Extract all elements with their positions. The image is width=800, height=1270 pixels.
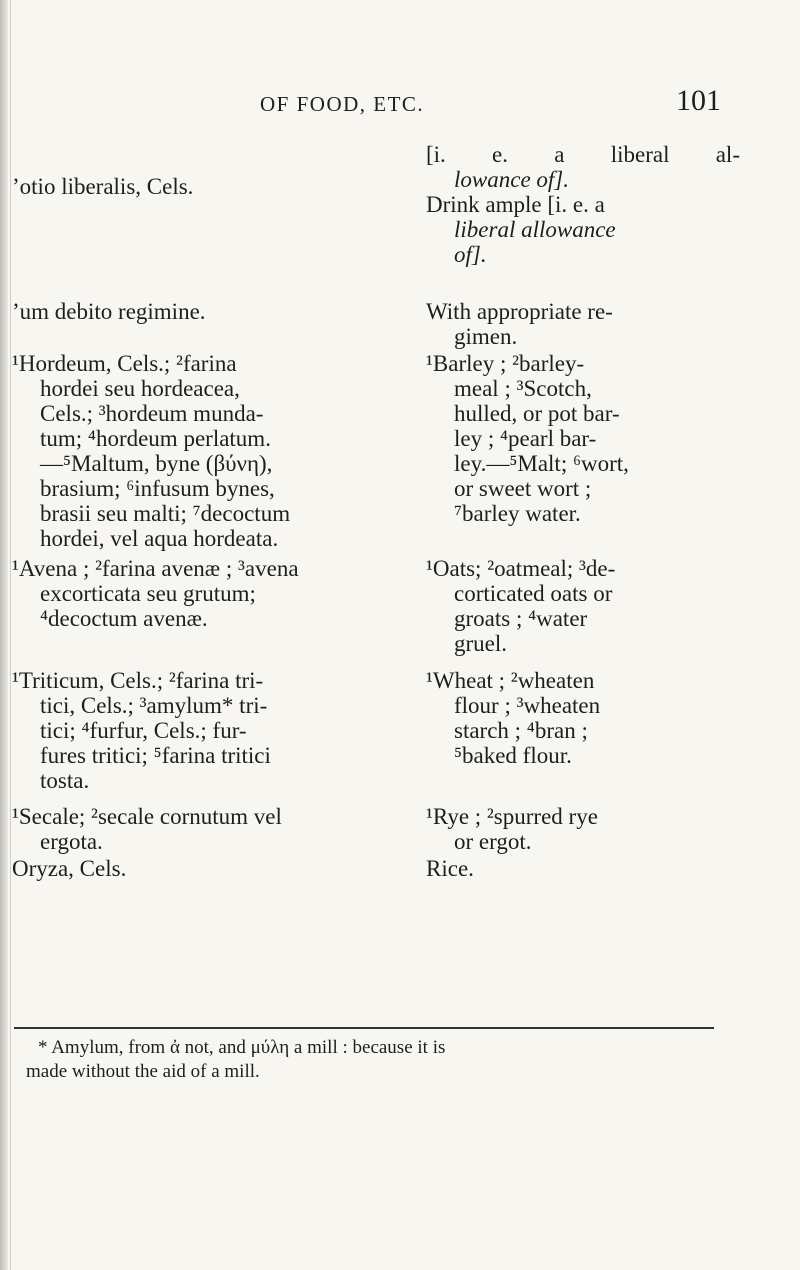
latin-line: hordei seu hordeacea, bbox=[40, 376, 240, 401]
english-line: groats ; ⁴water bbox=[454, 606, 588, 631]
english-line: ⁵baked flour. bbox=[454, 743, 572, 768]
english-line: hulled, or pot bar- bbox=[454, 401, 620, 426]
english-translation bbox=[426, 804, 740, 854]
english-line: corticated oats or bbox=[454, 581, 613, 606]
english-line: meal ; ³Scotch, bbox=[454, 376, 592, 401]
english-line: of]. bbox=[454, 242, 487, 267]
latin-term bbox=[12, 556, 420, 631]
english-line: ¹Oats; ²oatmeal; ³de- bbox=[426, 556, 616, 581]
latin-line: tici; ⁴furfur, Cels.; fur- bbox=[40, 718, 247, 743]
footnote bbox=[26, 1036, 746, 1084]
latin-line: ¹Secale; ²secale cornutum vel bbox=[12, 804, 282, 829]
latin-line: Oryza, Cels. bbox=[12, 856, 127, 881]
latin-line: —⁵Maltum, byne (βύνη), bbox=[40, 451, 273, 476]
page-binding-edge bbox=[0, 0, 8, 1270]
english-line: ⁷barley water. bbox=[454, 501, 581, 526]
english-line: Drink ample [i. e. a bbox=[426, 192, 605, 217]
english-line: gimen. bbox=[454, 324, 518, 349]
english-line: flour ; ³wheaten bbox=[454, 693, 601, 718]
english-line: or ergot. bbox=[454, 829, 532, 854]
latin-line: tosta. bbox=[40, 768, 90, 793]
latin-line: hordei, vel aqua hordeata. bbox=[40, 526, 279, 551]
english-line: ¹Wheat ; ²wheaten bbox=[426, 668, 595, 693]
latin-line: Cels.; ³hordeum munda- bbox=[40, 401, 264, 426]
english-line: ley ; ⁴pearl bar- bbox=[454, 426, 597, 451]
english-line: lowance of]. bbox=[454, 167, 569, 192]
english-translation bbox=[426, 142, 740, 267]
latin-term bbox=[12, 668, 420, 793]
english-line: starch ; ⁴bran ; bbox=[454, 718, 588, 743]
english-translation bbox=[426, 668, 740, 768]
latin-line: tum; ⁴hordeum perlatum. bbox=[40, 426, 271, 451]
page-number: 101 bbox=[676, 84, 721, 117]
latin-line: ¹Avena ; ²farina avenæ ; ³avena bbox=[12, 556, 299, 581]
latin-term bbox=[12, 299, 420, 324]
english-line: Rice. bbox=[426, 856, 474, 881]
latin-term bbox=[12, 174, 420, 199]
english-line: ¹Rye ; ²spurred rye bbox=[426, 804, 598, 829]
english-line: or sweet wort ; bbox=[454, 476, 592, 501]
latin-line: brasium; ⁶infusum bynes, bbox=[40, 476, 275, 501]
page-binding-line bbox=[10, 0, 11, 1270]
latin-line: ¹Triticum, Cels.; ²farina tri- bbox=[12, 668, 264, 693]
english-translation bbox=[426, 351, 740, 526]
english-translation bbox=[426, 299, 740, 349]
english-line: liberal allowance bbox=[454, 217, 616, 242]
english-line: With appropriate re- bbox=[426, 299, 613, 324]
latin-line: ’otio liberalis, Cels. bbox=[12, 174, 194, 199]
english-line: [i. e. a liberal al- bbox=[426, 142, 740, 167]
english-line: gruel. bbox=[454, 631, 508, 656]
footnote-line: made without the aid of a mill. bbox=[26, 1061, 260, 1082]
english-translation bbox=[426, 856, 740, 881]
latin-line: brasii seu malti; ⁷decoctum bbox=[40, 501, 291, 526]
footnote-rule bbox=[14, 1027, 714, 1029]
latin-line: tici, Cels.; ³amylum* tri- bbox=[40, 693, 268, 718]
latin-line: ⁴decoctum avenæ. bbox=[40, 606, 208, 631]
latin-line: ’um debito regimine. bbox=[12, 299, 206, 324]
footnote-line: * Amylum, from ἀ not, and μύλη a mill : because it is bbox=[38, 1037, 446, 1058]
latin-term bbox=[12, 804, 420, 854]
english-translation bbox=[426, 556, 740, 656]
english-line: ¹Barley ; ²barley- bbox=[426, 351, 585, 376]
running-title: OF FOOD, ETC. bbox=[260, 92, 425, 116]
latin-line: fures tritici; ⁵farina tritici bbox=[40, 743, 271, 768]
latin-line: ergota. bbox=[40, 829, 103, 854]
latin-term bbox=[12, 351, 420, 551]
latin-line: excorticata seu grutum; bbox=[40, 581, 256, 606]
english-line: ley.—⁵Malt; ⁶wort, bbox=[454, 451, 629, 476]
latin-line: ¹Hordeum, Cels.; ²farina bbox=[12, 351, 237, 376]
latin-term bbox=[12, 856, 420, 881]
